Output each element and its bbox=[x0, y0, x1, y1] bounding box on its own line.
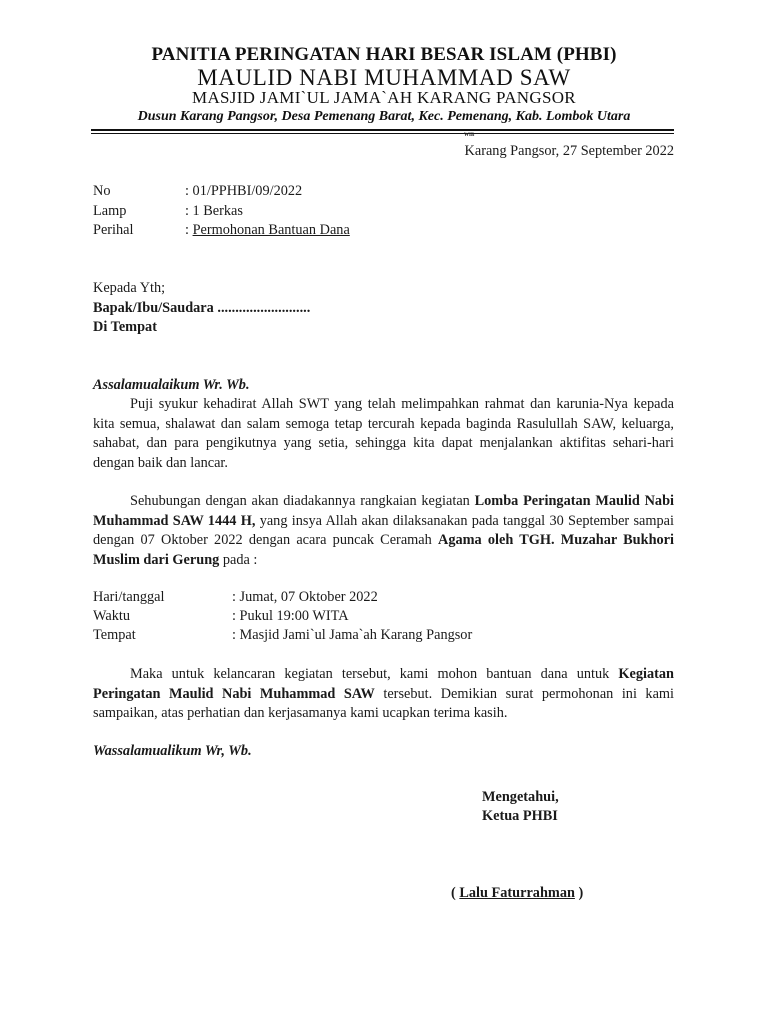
detail-hari-value: : Jumat, 07 Oktober 2022 bbox=[232, 589, 378, 605]
detail-tempat-value: : Masjid Jami`ul Jama`ah Karang Pangsor bbox=[232, 627, 473, 643]
meta-no-value: : 01/PPHBI/09/2022 bbox=[185, 183, 303, 199]
meta-perihal-label: Perihal bbox=[93, 222, 134, 238]
recipient-kepada: Kepada Yth; bbox=[93, 280, 166, 296]
detail-hari-label: Hari/tanggal bbox=[93, 589, 165, 605]
detail-waktu-label: Waktu bbox=[93, 608, 130, 624]
paragraph-event bbox=[93, 492, 674, 570]
signature-open-paren: ( bbox=[451, 885, 460, 901]
signature-mengetahui: Mengetahui, bbox=[482, 789, 559, 805]
letterhead-rule-thick bbox=[91, 129, 674, 131]
letter-date: Karang Pangsor, 27 September 2022 bbox=[464, 143, 674, 159]
meta-perihal-value: Permohonan Bantuan Dana bbox=[192, 222, 350, 238]
letterhead-committee: PANITIA PERINGATAN HARI BESAR ISLAM (PHBI) bbox=[151, 44, 617, 65]
paragraph-request-text-1: Maka untuk kelancaran kegiatan tersebut, kami mohon bantuan dana untuk bbox=[130, 666, 619, 682]
signature-name: Lalu Faturrahman bbox=[459, 885, 575, 901]
letterhead-event: MAULID NABI MUHAMMAD SAW bbox=[197, 65, 571, 90]
paragraph-opening: Puji syukur kehadirat Allah SWT yang telah melimpahkan rahmat dan karunia-Nya kepada kita semua, shalawat dan salam semoga tetap tercurah kepada baginda Rasulullah SAW, keluarga, sahabat, dan para pengikutnya yang setia, sehingga kita dapat menjalankan aktifitas sehari-hari dengan baik dan lancar. bbox=[93, 396, 674, 471]
detail-waktu-value: : Pukul 19:00 WITA bbox=[232, 608, 349, 624]
meta-lamp-value: : 1 Berkas bbox=[185, 203, 243, 219]
meta-perihal-colon: : bbox=[185, 222, 189, 238]
paragraph-event-bold-2: Agama oleh TGH. Muzahar Bukhori Muslim dari Gerung bbox=[93, 532, 674, 568]
recipient-tempat: Di Tempat bbox=[93, 319, 157, 335]
letterhead-rule-thin bbox=[91, 133, 674, 134]
paragraph-request-text-2: tersebut. Demikian surat permohonan ini kami sampaikan, atas perhatian dan kerjasamanya kami ucapkan terima kasih. bbox=[93, 685, 675, 721]
closing: Wassalamualikum Wr, Wb. bbox=[93, 743, 252, 759]
meta-no-label: No bbox=[93, 183, 111, 199]
signature-close-paren: ) bbox=[574, 885, 584, 901]
signature-name-line bbox=[451, 884, 583, 904]
paragraph-event-text-3: pada : bbox=[219, 551, 258, 568]
letterhead-address: Dusun Karang Pangsor, Desa Pemenang Barat, Kec. Pemenang, Kab. Lombok Utara bbox=[137, 109, 631, 124]
paragraph-event-text-2: yang insya Allah akan dilaksanakan pada tanggal 30 September sampai dengan 07 Oktober 2022 dengan acara puncak Ceramah bbox=[93, 512, 674, 548]
small-mark: WIB bbox=[464, 133, 475, 138]
meta-perihal-value-line bbox=[185, 221, 350, 241]
letterhead-mosque: MASJID JAMI`UL JAMA`AH KARANG PANGSOR bbox=[192, 88, 576, 107]
paragraph-request-bold-1: Kegiatan Peringatan Maulid Nabi Muhammad SAW bbox=[93, 666, 674, 702]
greeting: Assalamualaikum Wr. Wb. bbox=[93, 377, 250, 393]
paragraph-event-text-1: Sehubungan dengan akan diadakannya rangkaian kegiatan bbox=[130, 493, 475, 509]
detail-tempat-label: Tempat bbox=[93, 627, 136, 643]
recipient-bapak: Bapak/Ibu/Saudara .......................... bbox=[93, 300, 311, 316]
paragraph-event-bold-1: Lomba Peringatan Maulid Nabi Muhammad SAW 1444 H, bbox=[93, 493, 674, 529]
paragraph-request bbox=[93, 665, 674, 724]
meta-lamp-label: Lamp bbox=[93, 203, 127, 219]
signature-role: Ketua PHBI bbox=[482, 808, 558, 824]
